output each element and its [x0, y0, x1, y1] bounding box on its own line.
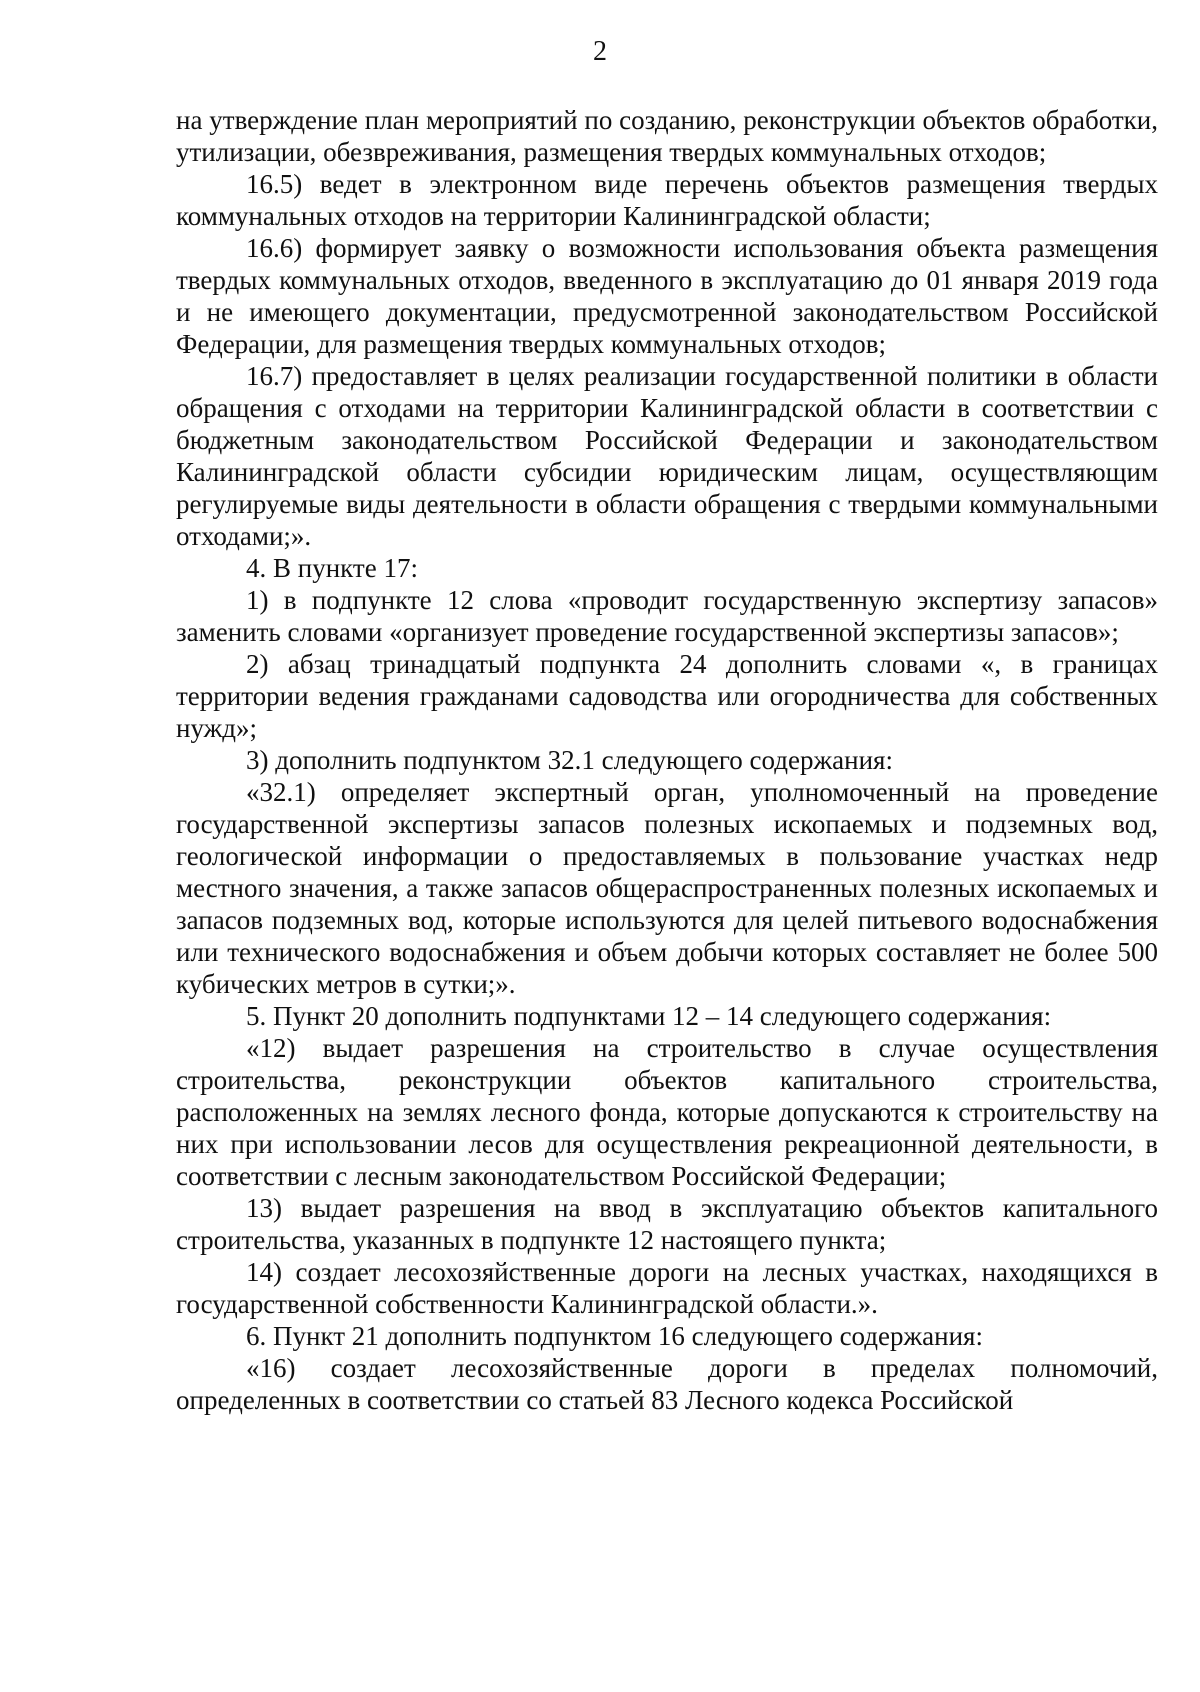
document-body	[176, 104, 1158, 1416]
paragraph: 1) в подпункте 12 слова «проводит государственную экспертизу запасов» заменить словами «организует проведение государственной экспертизы запасов»;	[176, 585, 1158, 647]
paragraph: 13) выдает разрешения на ввод в эксплуатацию объектов капитального строительства, указанных в подпункте 12 настоящего пункта;	[176, 1193, 1158, 1255]
paragraph: 16.6) формирует заявку о возможности использования объекта размещения твердых коммунальных отходов, введенного в эксплуатацию до 01 января 2019 года и не имеющего документации, предусмотренной законодательством Российской Федерации, для размещения твердых коммунальных отходов;	[176, 233, 1158, 359]
section-heading: 6. Пункт 21 дополнить подпунктом 16 следующего содержания:	[246, 1321, 983, 1351]
paragraph: 16.5) ведет в электронном виде перечень объектов размещения твердых коммунальных отходов на территории Калининградской области;	[176, 169, 1158, 231]
paragraph: «12) выдает разрешения на строительство в случае осуществления строительства, реконструкции объектов капитального строительства, расположенных на землях лесного фонда, которые допускаются к строительству на них при использовании лесов для осуществления рекреационной деятельности, в соответствии с лесным законодательством Российской Федерации;	[176, 1033, 1158, 1191]
paragraph: 16.7) предоставляет в целях реализации государственной политики в области обращения с отходами на территории Калининградской области в соответствии с бюджетным законодательством Российской Федерации и законодательством Калининградской области субсидии юридическим лицам, осуществляющим регулируемые виды деятельности в области обращения с твердыми коммунальными отходами;».	[176, 361, 1158, 551]
paragraph: 2) абзац тринадцатый подпункта 24 дополнить словами «, в границах территории ведения гражданами садоводства или огородничества для собственных нужд»;	[176, 649, 1158, 743]
section-heading: 4. В пункте 17:	[246, 553, 418, 583]
page-number: 2	[593, 36, 607, 67]
section-heading: 5. Пункт 20 дополнить подпунктами 12 – 14 следующего содержания:	[246, 1001, 1052, 1031]
paragraph: «32.1) определяет экспертный орган, уполномоченный на проведение государственной экспертизы запасов полезных ископаемых и подземных вод, геологической информации о предоставляемых в пользование участках недр местного значения, а также запасов общераспространенных полезных ископаемых и запасов подземных вод, которые используются для целей питьевого водоснабжения или технического водоснабжения и объем добычи которых составляет не более 500 кубических метров в сутки;».	[176, 777, 1158, 999]
paragraph: на утверждение план мероприятий по созданию, реконструкции объектов обработки, утилизации, обезвреживания, размещения твердых коммунальных отходов;	[176, 105, 1158, 167]
paragraph: 14) создает лесохозяйственные дороги на лесных участках, находящихся в государственной собственности Калининградской области.».	[176, 1257, 1158, 1319]
paragraph: 3) дополнить подпунктом 32.1 следующего содержания:	[246, 745, 893, 775]
paragraph: «16) создает лесохозяйственные дороги в пределах полномочий, определенных в соответствии со статьей 83 Лесного кодекса Российской	[176, 1353, 1158, 1415]
